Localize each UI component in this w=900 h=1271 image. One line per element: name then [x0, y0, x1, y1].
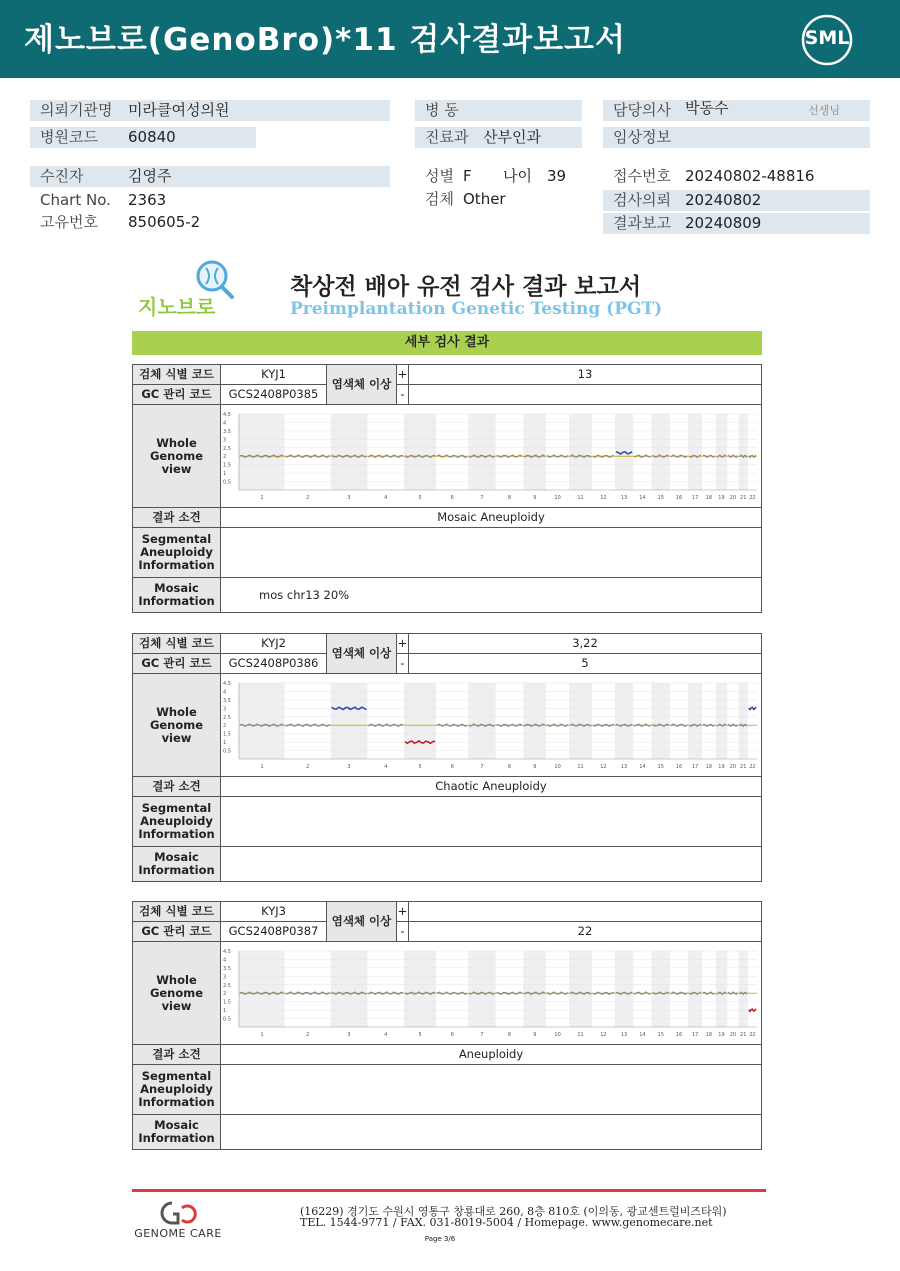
- specimen-id-value: KYJ3: [221, 902, 327, 922]
- genome-view-label-line: Whole: [156, 972, 197, 987]
- x-tick-label: 9: [533, 764, 537, 770]
- findings-label: 결과 소견: [133, 1045, 221, 1065]
- ward-row: [415, 100, 582, 121]
- footer-contact: TEL. 1544-9771 / FAX. 031-8019-5004 / Homepage. www.genomecare.net: [300, 1216, 713, 1229]
- genome-view-cell: [221, 405, 762, 508]
- x-tick-label: 19: [718, 764, 725, 770]
- chromosome-band: [569, 951, 592, 1027]
- examinee-label: 수진자: [40, 167, 84, 185]
- result-report-label: 결과보고: [613, 214, 671, 232]
- y-tick-label: 0.5: [223, 479, 231, 486]
- x-tick-label: 8: [507, 764, 512, 770]
- chromosome-band: [716, 951, 727, 1027]
- chromosome-band: [523, 951, 546, 1027]
- findings-label: 결과 소견: [133, 777, 221, 797]
- segmental-value: [221, 1065, 762, 1115]
- y-tick-label: 1: [223, 1008, 227, 1015]
- x-tick-label: 12: [600, 764, 607, 770]
- segmental-label-line: Information: [138, 827, 215, 841]
- mosaic-value: [221, 847, 762, 882]
- institution-label: 의뢰기관명: [40, 101, 113, 119]
- genome-view-cell: [221, 942, 762, 1045]
- chromosome-band: [739, 951, 748, 1027]
- chromosome-segment-chr22: [749, 1009, 756, 1011]
- segmental-label-line: Information: [138, 558, 215, 572]
- x-tick-label: 16: [675, 495, 683, 501]
- x-tick-label: 22: [749, 764, 756, 770]
- genome-view-label-line: Genome: [149, 717, 204, 732]
- unique-no-row: [30, 212, 390, 233]
- gc-code-value: GCS2408P0385: [221, 385, 327, 405]
- y-tick-label: 3.5: [223, 697, 231, 704]
- segmental-label-line: Segmental: [141, 801, 212, 815]
- mosaic-value: [221, 1115, 762, 1150]
- x-tick-label: 6: [450, 764, 454, 770]
- minus-sign: -: [397, 922, 409, 942]
- mosaic-label: [133, 1115, 221, 1150]
- x-tick-label: 20: [729, 764, 737, 770]
- chromosome-band: [716, 683, 727, 759]
- sex-age-row: [415, 166, 595, 187]
- chromosome-band: [239, 683, 285, 759]
- specimen-id-label: 검체 식별 코드: [133, 634, 221, 654]
- x-tick-label: 15: [657, 764, 664, 770]
- mosaic-label: [133, 578, 221, 613]
- doctor-value: 박동수: [685, 99, 729, 117]
- chromosome-band: [404, 414, 436, 490]
- x-tick-label: 18: [705, 1032, 713, 1038]
- receipt-no-label: 접수번호: [613, 167, 671, 185]
- genome-care-logo-text: GENOME CARE: [134, 1227, 222, 1240]
- abnormality-label: 염색체 이상: [327, 634, 397, 674]
- receipt-no-row: [603, 166, 870, 187]
- segmental-label-line: Aneuploidy: [140, 545, 213, 559]
- x-tick-label: 5: [418, 1032, 422, 1038]
- x-tick-label: 1: [260, 495, 264, 501]
- report-header-title: 제노브로(GenoBro)*11 검사결과보고서: [24, 22, 626, 58]
- segmental-label-line: Information: [138, 1095, 215, 1109]
- genobro-logo: [136, 258, 246, 322]
- chart-no-value: 2363: [128, 191, 167, 209]
- y-tick-label: 1.5: [223, 999, 231, 1006]
- genome-view-label-line: Whole: [156, 704, 197, 719]
- unique-no-value: 850605-2: [128, 213, 201, 231]
- genobro-logo-text: 지노브로: [138, 295, 216, 319]
- x-tick-label: 22: [749, 495, 756, 501]
- genome-view-label: [133, 942, 221, 1045]
- x-tick-label: 14: [639, 495, 646, 501]
- x-tick-label: 21: [740, 1032, 747, 1038]
- x-tick-label: 7: [480, 495, 484, 501]
- findings-value: Chaotic Aneuploidy: [221, 777, 762, 797]
- doctor-suffix: 선생님: [808, 104, 840, 117]
- chromosome-band: [523, 683, 546, 759]
- specimen-label: 검체: [425, 190, 454, 208]
- x-tick-label: 7: [480, 764, 484, 770]
- mosaic-label-line: Information: [138, 863, 215, 877]
- specimen-id-label: 검체 식별 코드: [133, 902, 221, 922]
- segmental-value: [221, 797, 762, 847]
- page-number: Page 3/6: [424, 1235, 456, 1243]
- findings-label: 결과 소견: [133, 508, 221, 528]
- unique-no-label: 고유번호: [40, 213, 98, 231]
- y-tick-label: 4: [223, 957, 227, 964]
- chromosome-band: [523, 414, 546, 490]
- genome-view-label-line: Whole: [156, 435, 197, 450]
- doctor-row: [603, 100, 870, 121]
- sex-value: F: [463, 167, 472, 185]
- specimen-id-value: KYJ1: [221, 365, 327, 385]
- chromosome-segment-chr12: [593, 455, 614, 457]
- x-tick-label: 3: [347, 495, 351, 501]
- hospital-code-label: 병원코드: [40, 128, 98, 146]
- minus-sign: -: [397, 385, 409, 405]
- x-tick-label: 13: [620, 495, 628, 501]
- y-tick-label: 2: [223, 454, 227, 461]
- chromosome-band: [331, 951, 368, 1027]
- x-tick-label: 8: [507, 1032, 512, 1038]
- x-tick-label: 9: [533, 1032, 537, 1038]
- y-tick-label: 2: [223, 723, 227, 730]
- x-tick-label: 13: [620, 764, 628, 770]
- gain-value: 3,22: [409, 634, 762, 654]
- footer-address: (16229) 경기도 수원시 영통구 창룡대로 260, 8층 810호 (이의동, 광교센트럴비즈타워): [300, 1205, 727, 1218]
- x-tick-label: 20: [729, 495, 737, 501]
- result-report-row: [603, 213, 870, 234]
- y-tick-label: 4: [223, 689, 227, 696]
- chromosome-segment-chr12: [593, 992, 614, 994]
- department-label: 진료과: [425, 128, 469, 146]
- loss-value: 5: [409, 654, 762, 674]
- y-tick-label: 4.5: [223, 681, 231, 687]
- hospital-code-value: 60840: [128, 128, 176, 146]
- specimen-row: [415, 189, 595, 210]
- chromosome-band: [239, 951, 285, 1027]
- segmental-value: [221, 528, 762, 578]
- receipt-no-value: 20240802-48816: [685, 167, 815, 185]
- x-tick-label: 2: [306, 1032, 310, 1038]
- x-tick-label: 6: [450, 495, 454, 501]
- findings-value: Mosaic Aneuploidy: [221, 508, 762, 528]
- gc-code-value: GCS2408P0387: [221, 922, 327, 942]
- x-tick-label: 5: [418, 495, 422, 501]
- chromosome-segment-chr22: [749, 707, 756, 709]
- y-tick-label: 3: [223, 706, 227, 713]
- loss-value: 22: [409, 922, 762, 942]
- genome-view-cell: [221, 674, 762, 777]
- mosaic-label: [133, 847, 221, 882]
- section-title: 세부 검사 결과: [132, 331, 762, 355]
- y-tick-label: 4.5: [223, 412, 231, 418]
- segmental-label: [133, 797, 221, 847]
- x-tick-label: 4: [384, 1032, 388, 1038]
- x-tick-label: 12: [600, 495, 607, 501]
- x-tick-label: 16: [675, 1032, 683, 1038]
- y-tick-label: 1.5: [223, 462, 231, 469]
- x-tick-label: 7: [480, 1032, 484, 1038]
- specimen-value: Other: [463, 190, 506, 208]
- y-tick-label: 1: [223, 740, 227, 747]
- institution-row: [30, 100, 390, 121]
- chromosome-band: [404, 951, 436, 1027]
- y-tick-label: 0.5: [223, 1016, 231, 1023]
- x-tick-label: 9: [533, 495, 537, 501]
- report-subtitle: Preimplantation Genetic Testing (PGT): [290, 299, 663, 319]
- chromosome-band: [468, 414, 496, 490]
- y-tick-label: 2: [223, 991, 227, 998]
- x-tick-label: 10: [554, 495, 561, 501]
- chromosome-band: [739, 414, 748, 490]
- x-tick-label: 2: [306, 495, 310, 501]
- specimen-id-label: 검체 식별 코드: [133, 365, 221, 385]
- report-title: 착상전 배아 유전 검사 결과 보고서: [290, 274, 642, 300]
- chromosome-band: [468, 683, 496, 759]
- x-tick-label: 3: [347, 1032, 351, 1038]
- footer-divider: [132, 1189, 766, 1192]
- genome-view-label: [133, 405, 221, 508]
- examinee-value: 김영주: [128, 167, 172, 185]
- chromosome-band: [652, 683, 670, 759]
- department-row: [415, 127, 582, 148]
- x-tick-label: 14: [639, 1032, 646, 1038]
- chart-no-row: [30, 190, 390, 211]
- x-tick-label: 22: [749, 1032, 756, 1038]
- x-tick-label: 10: [554, 764, 561, 770]
- chromosome-band: [569, 414, 592, 490]
- segmental-label-line: Aneuploidy: [140, 814, 213, 828]
- x-tick-label: 15: [657, 1032, 664, 1038]
- examinee-row: [30, 166, 390, 187]
- y-tick-label: 1.5: [223, 731, 231, 738]
- genome-view-chart: [221, 943, 761, 1043]
- chromosome-band: [739, 683, 748, 759]
- y-tick-label: 3.5: [223, 428, 231, 435]
- sex-label: 성별: [425, 167, 454, 185]
- x-tick-label: 19: [718, 1032, 725, 1038]
- test-request-value: 20240802: [685, 191, 762, 209]
- x-tick-label: 12: [600, 1032, 607, 1038]
- y-tick-label: 2.5: [223, 714, 231, 721]
- chromosome-band: [688, 683, 702, 759]
- mosaic-label-line: Information: [138, 1131, 215, 1145]
- sml-logo-text: SML: [804, 27, 850, 49]
- x-tick-label: 15: [657, 495, 664, 501]
- segmental-label-line: Aneuploidy: [140, 1082, 213, 1096]
- x-tick-label: 10: [554, 1032, 561, 1038]
- segmental-label-line: Segmental: [141, 532, 212, 546]
- chromosome-band: [688, 414, 702, 490]
- department-value: 산부인과: [483, 128, 541, 146]
- x-tick-label: 4: [384, 495, 388, 501]
- chromosome-band: [688, 951, 702, 1027]
- gc-code-value: GCS2408P0386: [221, 654, 327, 674]
- chromosome-band: [239, 414, 285, 490]
- ward-label: 병 동: [425, 101, 459, 119]
- x-tick-label: 6: [450, 1032, 454, 1038]
- x-tick-label: 18: [705, 495, 713, 501]
- chromosome-band: [468, 951, 496, 1027]
- mosaic-label-line: Mosaic: [154, 581, 199, 595]
- genome-view-chart: [221, 675, 761, 775]
- x-tick-label: 8: [507, 495, 512, 501]
- x-tick-label: 17: [691, 1032, 699, 1038]
- clinical-info-row: [603, 127, 870, 148]
- minus-sign: -: [397, 654, 409, 674]
- y-tick-label: 3.5: [223, 965, 231, 972]
- x-tick-label: 4: [384, 764, 388, 770]
- test-request-row: [603, 190, 870, 211]
- x-tick-label: 1: [260, 1032, 264, 1038]
- specimen-id-value: KYJ2: [221, 634, 327, 654]
- sample-table-1: [132, 364, 762, 613]
- x-tick-label: 20: [729, 1032, 737, 1038]
- chromosome-band: [652, 414, 670, 490]
- test-request-label: 검사의뢰: [613, 191, 671, 209]
- genome-view-label-line: view: [161, 461, 192, 476]
- abnormality-label: 염색체 이상: [327, 365, 397, 405]
- plus-sign: +: [397, 634, 409, 654]
- x-tick-label: 17: [691, 495, 699, 501]
- findings-value: Aneuploidy: [221, 1045, 762, 1065]
- segmental-label: [133, 528, 221, 578]
- x-tick-label: 17: [691, 764, 699, 770]
- chromosome-band: [569, 683, 592, 759]
- x-tick-label: 11: [577, 1032, 584, 1038]
- gc-code-label: GC 관리 코드: [133, 922, 221, 942]
- gc-code-label: GC 관리 코드: [133, 654, 221, 674]
- chromosome-band: [652, 951, 670, 1027]
- genome-view-label-line: Genome: [149, 985, 204, 1000]
- loss-value: [409, 385, 762, 405]
- sml-logo: [800, 13, 854, 67]
- age-value: 39: [547, 167, 567, 185]
- chromosome-band: [331, 414, 368, 490]
- genome-view-label-line: view: [161, 998, 192, 1013]
- y-tick-label: 2.5: [223, 445, 231, 452]
- mosaic-label-line: Mosaic: [154, 1118, 199, 1132]
- chart-no-label: Chart No.: [40, 191, 111, 209]
- genome-view-label-line: view: [161, 730, 192, 745]
- chromosome-band: [615, 683, 633, 759]
- gc-code-label: GC 관리 코드: [133, 385, 221, 405]
- magnifier-dna-icon: [136, 258, 246, 322]
- x-tick-label: 21: [740, 764, 747, 770]
- sample-table-3: [132, 901, 762, 1150]
- x-tick-label: 1: [260, 764, 264, 770]
- gain-value: 13: [409, 365, 762, 385]
- abnormality-label: 염색체 이상: [327, 902, 397, 942]
- clinical-info-label: 임상정보: [613, 128, 671, 146]
- gain-value: [409, 902, 762, 922]
- genome-view-label-line: Genome: [149, 448, 204, 463]
- x-tick-label: 3: [347, 764, 351, 770]
- genome-view-label: [133, 674, 221, 777]
- institution-value: 미라클여성의원: [128, 101, 230, 119]
- page-header: [0, 0, 900, 78]
- x-tick-label: 2: [306, 764, 310, 770]
- x-tick-label: 16: [675, 764, 683, 770]
- mosaic-value: mos chr13 20%: [221, 578, 762, 613]
- y-tick-label: 3: [223, 437, 227, 444]
- doctor-label: 담당의사: [613, 101, 671, 119]
- mosaic-label-line: Information: [138, 594, 215, 608]
- x-tick-label: 21: [740, 495, 747, 501]
- mosaic-label-line: Mosaic: [154, 850, 199, 864]
- hospital-code-row: [30, 127, 256, 148]
- y-tick-label: 3: [223, 974, 227, 981]
- result-report-value: 20240809: [685, 214, 762, 232]
- chromosome-band: [404, 683, 436, 759]
- x-tick-label: 14: [639, 764, 646, 770]
- x-tick-label: 18: [705, 764, 713, 770]
- y-tick-label: 0.5: [223, 748, 231, 755]
- segmental-label-line: Segmental: [141, 1069, 212, 1083]
- chromosome-band: [331, 683, 368, 759]
- x-tick-label: 11: [577, 495, 584, 501]
- y-tick-label: 2.5: [223, 982, 231, 989]
- sample-table-2: [132, 633, 762, 882]
- x-tick-label: 13: [620, 1032, 628, 1038]
- y-tick-label: 4: [223, 420, 227, 427]
- chromosome-segment-chr12: [593, 724, 614, 726]
- plus-sign: +: [397, 902, 409, 922]
- y-tick-label: 1: [223, 471, 227, 478]
- plus-sign: +: [397, 365, 409, 385]
- y-tick-label: 4.5: [223, 949, 231, 955]
- genome-view-chart: [221, 406, 761, 506]
- chromosome-band: [615, 951, 633, 1027]
- x-tick-label: 11: [577, 764, 584, 770]
- age-label: 나이: [503, 167, 532, 185]
- genome-care-logo-icon: [128, 1198, 228, 1228]
- x-tick-label: 19: [718, 495, 725, 501]
- segmental-label: [133, 1065, 221, 1115]
- chromosome-band: [716, 414, 727, 490]
- x-tick-label: 5: [418, 764, 422, 770]
